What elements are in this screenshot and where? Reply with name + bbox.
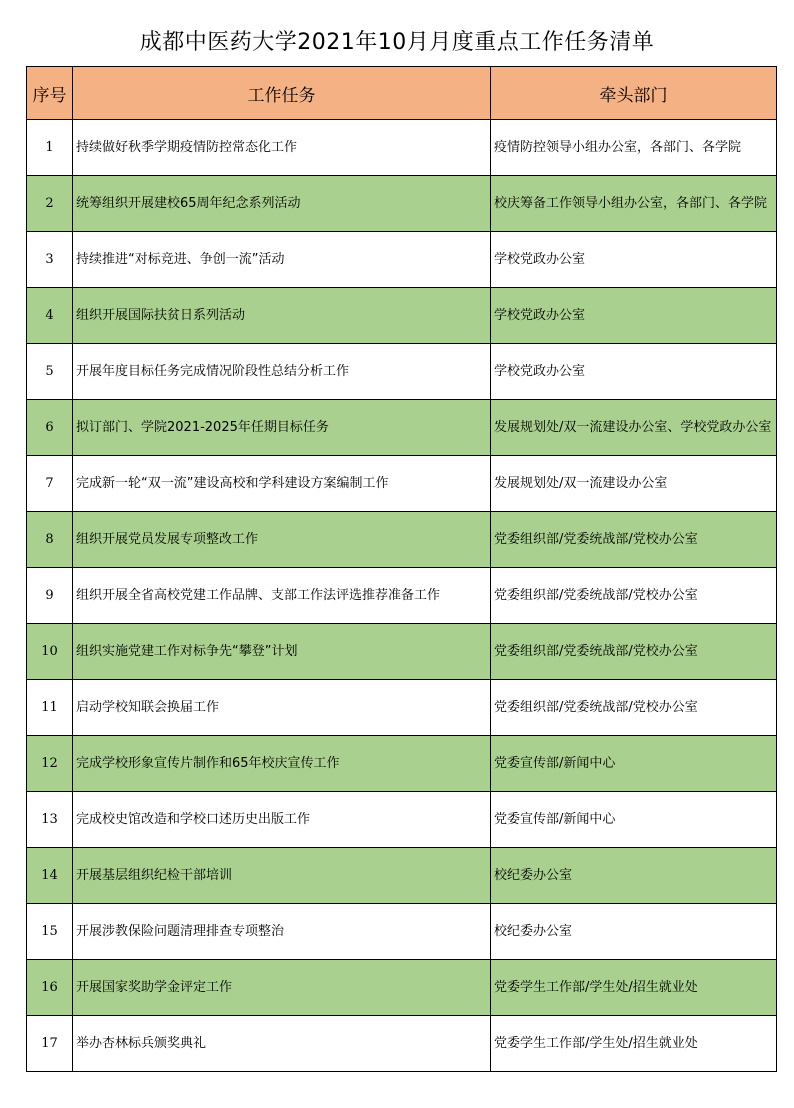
table-header-row	[27, 67, 777, 120]
row-task: 启动学校知联会换届工作	[73, 680, 491, 736]
row-task: 开展涉教保险问题清理排查专项整治	[73, 904, 491, 960]
row-department: 发展规划处/双一流建设办公室、学校党政办公室	[491, 400, 777, 456]
row-number: 10	[27, 624, 73, 680]
row-department: 学校党政办公室	[491, 232, 777, 288]
row-number: 13	[27, 792, 73, 848]
row-task: 开展年度目标任务完成情况阶段性总结分析工作	[73, 344, 491, 400]
table-row	[27, 456, 777, 512]
row-number: 3	[27, 232, 73, 288]
table-row	[27, 568, 777, 624]
row-task: 统筹组织开展建校65周年纪念系列活动	[73, 176, 491, 232]
row-number: 16	[27, 960, 73, 1016]
row-task: 组织实施党建工作对标争先“攀登”计划	[73, 624, 491, 680]
row-department: 党委组织部/党委统战部/党校办公室	[491, 680, 777, 736]
table-row	[27, 736, 777, 792]
row-department: 党委组织部/党委统战部/党校办公室	[491, 624, 777, 680]
row-department: 发展规划处/双一流建设办公室	[491, 456, 777, 512]
row-task: 开展国家奖助学金评定工作	[73, 960, 491, 1016]
row-department: 党委学生工作部/学生处/招生就业处	[491, 1016, 777, 1072]
row-department: 学校党政办公室	[491, 344, 777, 400]
header-dept: 牵头部门	[491, 67, 777, 120]
row-department: 党委学生工作部/学生处/招生就业处	[491, 960, 777, 1016]
row-task: 完成校史馆改造和学校口述历史出版工作	[73, 792, 491, 848]
table-row	[27, 904, 777, 960]
row-number: 7	[27, 456, 73, 512]
row-task: 完成新一轮“双一流”建设高校和学科建设方案编制工作	[73, 456, 491, 512]
row-number: 17	[27, 1016, 73, 1072]
row-number: 1	[27, 120, 73, 176]
header-task: 工作任务	[73, 67, 491, 120]
row-department: 校纪委办公室	[491, 904, 777, 960]
table-row	[27, 512, 777, 568]
table-row	[27, 848, 777, 904]
row-number: 11	[27, 680, 73, 736]
row-task: 持续做好秋季学期疫情防控常态化工作	[73, 120, 491, 176]
table-row	[27, 120, 777, 176]
row-department: 党委组织部/党委统战部/党校办公室	[491, 568, 777, 624]
row-department: 疫情防控领导小组办公室，各部门、各学院	[491, 120, 777, 176]
row-task: 举办杏林标兵颁奖典礼	[73, 1016, 491, 1072]
table-row	[27, 1016, 777, 1072]
header-no: 序号	[27, 67, 73, 120]
row-department: 校庆筹备工作领导小组办公室，各部门、各学院	[491, 176, 777, 232]
row-department: 党委组织部/党委统战部/党校办公室	[491, 512, 777, 568]
row-department: 学校党政办公室	[491, 288, 777, 344]
row-task: 开展基层组织纪检干部培训	[73, 848, 491, 904]
table-row	[27, 960, 777, 1016]
table-row	[27, 232, 777, 288]
row-task: 组织开展全省高校党建工作品牌、支部工作法评选推荐准备工作	[73, 568, 491, 624]
row-task: 持续推进“对标竞进、争创一流”活动	[73, 232, 491, 288]
row-department: 党委宣传部/新闻中心	[491, 792, 777, 848]
row-task: 组织开展国际扶贫日系列活动	[73, 288, 491, 344]
table-row	[27, 680, 777, 736]
table-row	[27, 792, 777, 848]
row-number: 5	[27, 344, 73, 400]
row-department: 校纪委办公室	[491, 848, 777, 904]
row-number: 4	[27, 288, 73, 344]
table-row	[27, 288, 777, 344]
table-row	[27, 624, 777, 680]
task-table	[26, 66, 777, 1072]
row-number: 15	[27, 904, 73, 960]
row-number: 8	[27, 512, 73, 568]
row-number: 12	[27, 736, 73, 792]
page-title: 成都中医药大学2021年10月月度重点工作任务清单	[139, 30, 655, 55]
row-number: 6	[27, 400, 73, 456]
row-task: 组织开展党员发展专项整改工作	[73, 512, 491, 568]
table-row	[27, 176, 777, 232]
table-row	[27, 344, 777, 400]
row-number: 14	[27, 848, 73, 904]
table-row	[27, 400, 777, 456]
row-number: 2	[27, 176, 73, 232]
row-number: 9	[27, 568, 73, 624]
row-department: 党委宣传部/新闻中心	[491, 736, 777, 792]
row-task: 完成学校形象宣传片制作和65年校庆宣传工作	[73, 736, 491, 792]
row-task: 拟订部门、学院2021-2025年任期目标任务	[73, 400, 491, 456]
